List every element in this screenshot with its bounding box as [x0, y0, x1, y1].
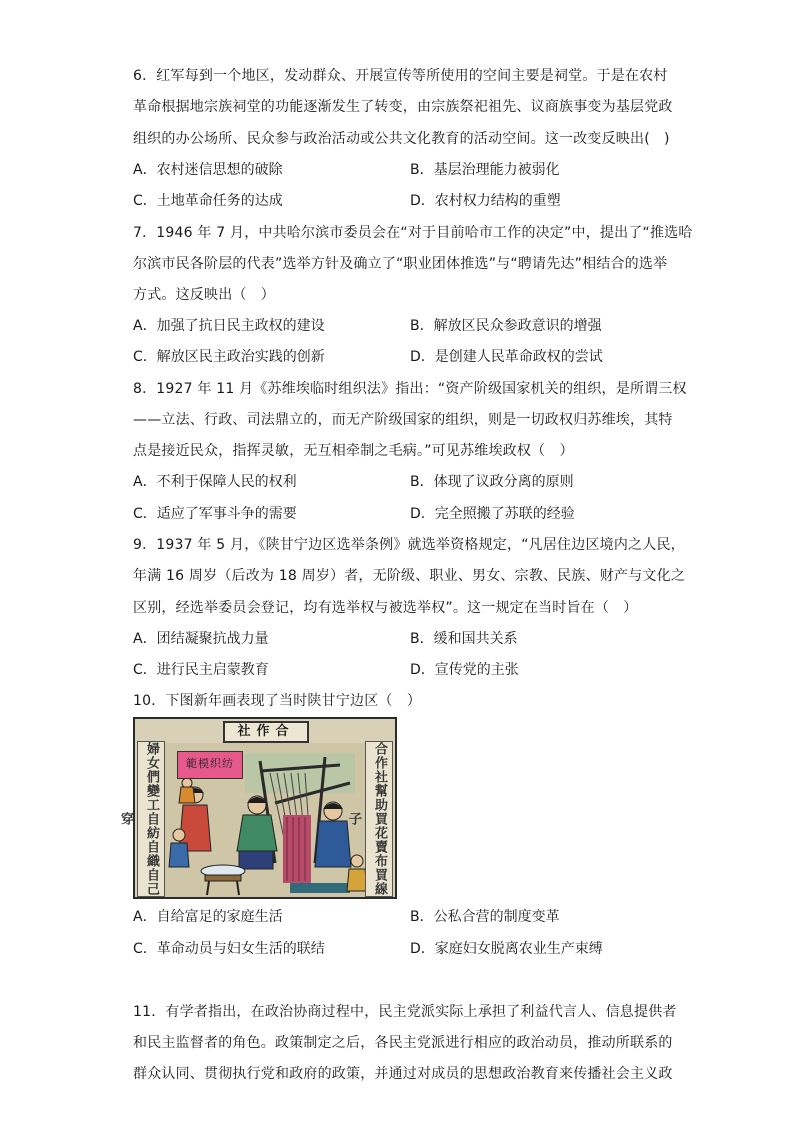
q10-option-c[interactable]: C．革命动员与妇女生活的联结 [133, 941, 325, 957]
q9-option-a[interactable]: A．团结凝聚抗战力量 [133, 631, 269, 647]
q9-option-d[interactable]: D．宣传党的主张 [410, 662, 519, 678]
q10-option-d[interactable]: D．家庭妇女脱离农业生产束缚 [410, 941, 603, 957]
q6-stem-line-2: 革命根据地宗族祠堂的功能逐渐发生了转变，由宗族祭祀祖先、议商族事变为基层党政 [133, 99, 673, 115]
q8-option-d[interactable]: D．完全照搬了苏联的经验 [410, 506, 575, 522]
q9-stem-line-3: 区别，经选举委员会登记，均有选举权与被选举权”。这一规定在当时旨在（ ） [133, 600, 638, 616]
q7-stem-line-3: 方式。这反映出（ ） [133, 287, 275, 303]
q7-option-d[interactable]: D．是创建人民革命政权的尝试 [410, 349, 603, 365]
q10-stem-line-1: 10．下图新年画表现了当时陕甘宁边区（ ） [133, 693, 422, 709]
q7-stem-line-2: 尔滨市民各阶层的代表”选举方针及确立了“职业团体推选”与“聘请先达”相结合的选举 [133, 256, 668, 272]
q9-stem-line-2: 年满 16 周岁（后改为 18 周岁）者，无阶级、职业、男女、宗教、民族、财产与文化之 [133, 568, 686, 584]
q7-option-a[interactable]: A．加强了抗日民主政权的建设 [133, 318, 325, 334]
q8-stem-line-2: ——立法、行政、司法鼎立的，而无产阶级国家的组织，则是一切政权归苏维埃，其特 [133, 412, 673, 428]
picture-header-sign: 社作合 [223, 721, 309, 743]
q11-stem-line-3: 群众认同、贯彻执行党和政府的政策，并通过对成员的思想政治教育来传播社会主义政 [133, 1066, 673, 1082]
q8-stem-line-3: 点是接近民众，指挥灵敏，无互相牵制之毛病。”可见苏维埃政权（ ） [133, 443, 574, 459]
q11-stem-line-2: 和民主监督者的角色。政策制定之后，各民主党派进行相应的政治动员，推动所联系的 [133, 1035, 673, 1051]
q10-option-a[interactable]: A．自给富足的家庭生活 [133, 909, 283, 925]
q8-stem-line-1: 8．1927 年 11 月《苏维埃临时组织法》指出：“资产阶级国家机关的组织，是所谓三权 [133, 381, 687, 397]
q11-stem-line-1: 11．有学者指出，在政治协商过程中，民主党派实际上承担了利益代言人、信息提供者 [133, 1004, 677, 1020]
picture-right-couplet: 合作社幫助買花賣布買線子 [365, 741, 393, 897]
picture-left-couplet: 婦女們變工自紡自織自己穿 [137, 741, 165, 897]
q7-stem-line-1: 7．1946 年 7 月，中共哈尔滨市委员会在“对于目前哈市工作的决定”中，提出了“推选哈 [133, 225, 693, 241]
q7-option-b[interactable]: B．解放区民众参政意识的增强 [410, 318, 602, 334]
q6-option-c[interactable]: C．土地革命任务的达成 [133, 193, 283, 209]
q8-option-c[interactable]: C．适应了军事斗争的需要 [133, 506, 297, 522]
q7-option-c[interactable]: C．解放区民主政治实践的创新 [133, 349, 325, 365]
q9-stem-line-1: 9．1937 年 5 月，《陕甘宁边区选举条例》就选举资格规定，“凡居住边区境内之人民， [133, 537, 685, 553]
q6-option-d[interactable]: D．农村权力结构的重塑 [410, 193, 561, 209]
q6-option-b[interactable]: B．基层治理能力被弱化 [410, 162, 560, 178]
q8-option-b[interactable]: B．体现了议政分离的原则 [410, 474, 574, 490]
q6-stem-line-3: 组织的办公场所、民众参与政治活动或公共文化教育的活动空间。这一改变反映出( ) [133, 131, 670, 147]
new-year-woodcut-picture [118, 717, 397, 899]
q9-option-c[interactable]: C．进行民主启蒙教育 [133, 662, 269, 678]
q8-option-a[interactable]: A．不利于保障人民的权利 [133, 474, 297, 490]
q6-option-a[interactable]: A．农村迷信思想的破除 [133, 162, 283, 178]
q10-option-b[interactable]: B．公私合营的制度变革 [410, 909, 560, 925]
q9-option-b[interactable]: B．缓和国共关系 [410, 631, 518, 647]
picture-banner-sign: 範模织纺 [177, 751, 243, 779]
q6-stem-line-1: 6．红军每到一个地区，发动群众、开展宣传等所使用的空间主要是祠堂。于是在农村 [133, 68, 668, 84]
